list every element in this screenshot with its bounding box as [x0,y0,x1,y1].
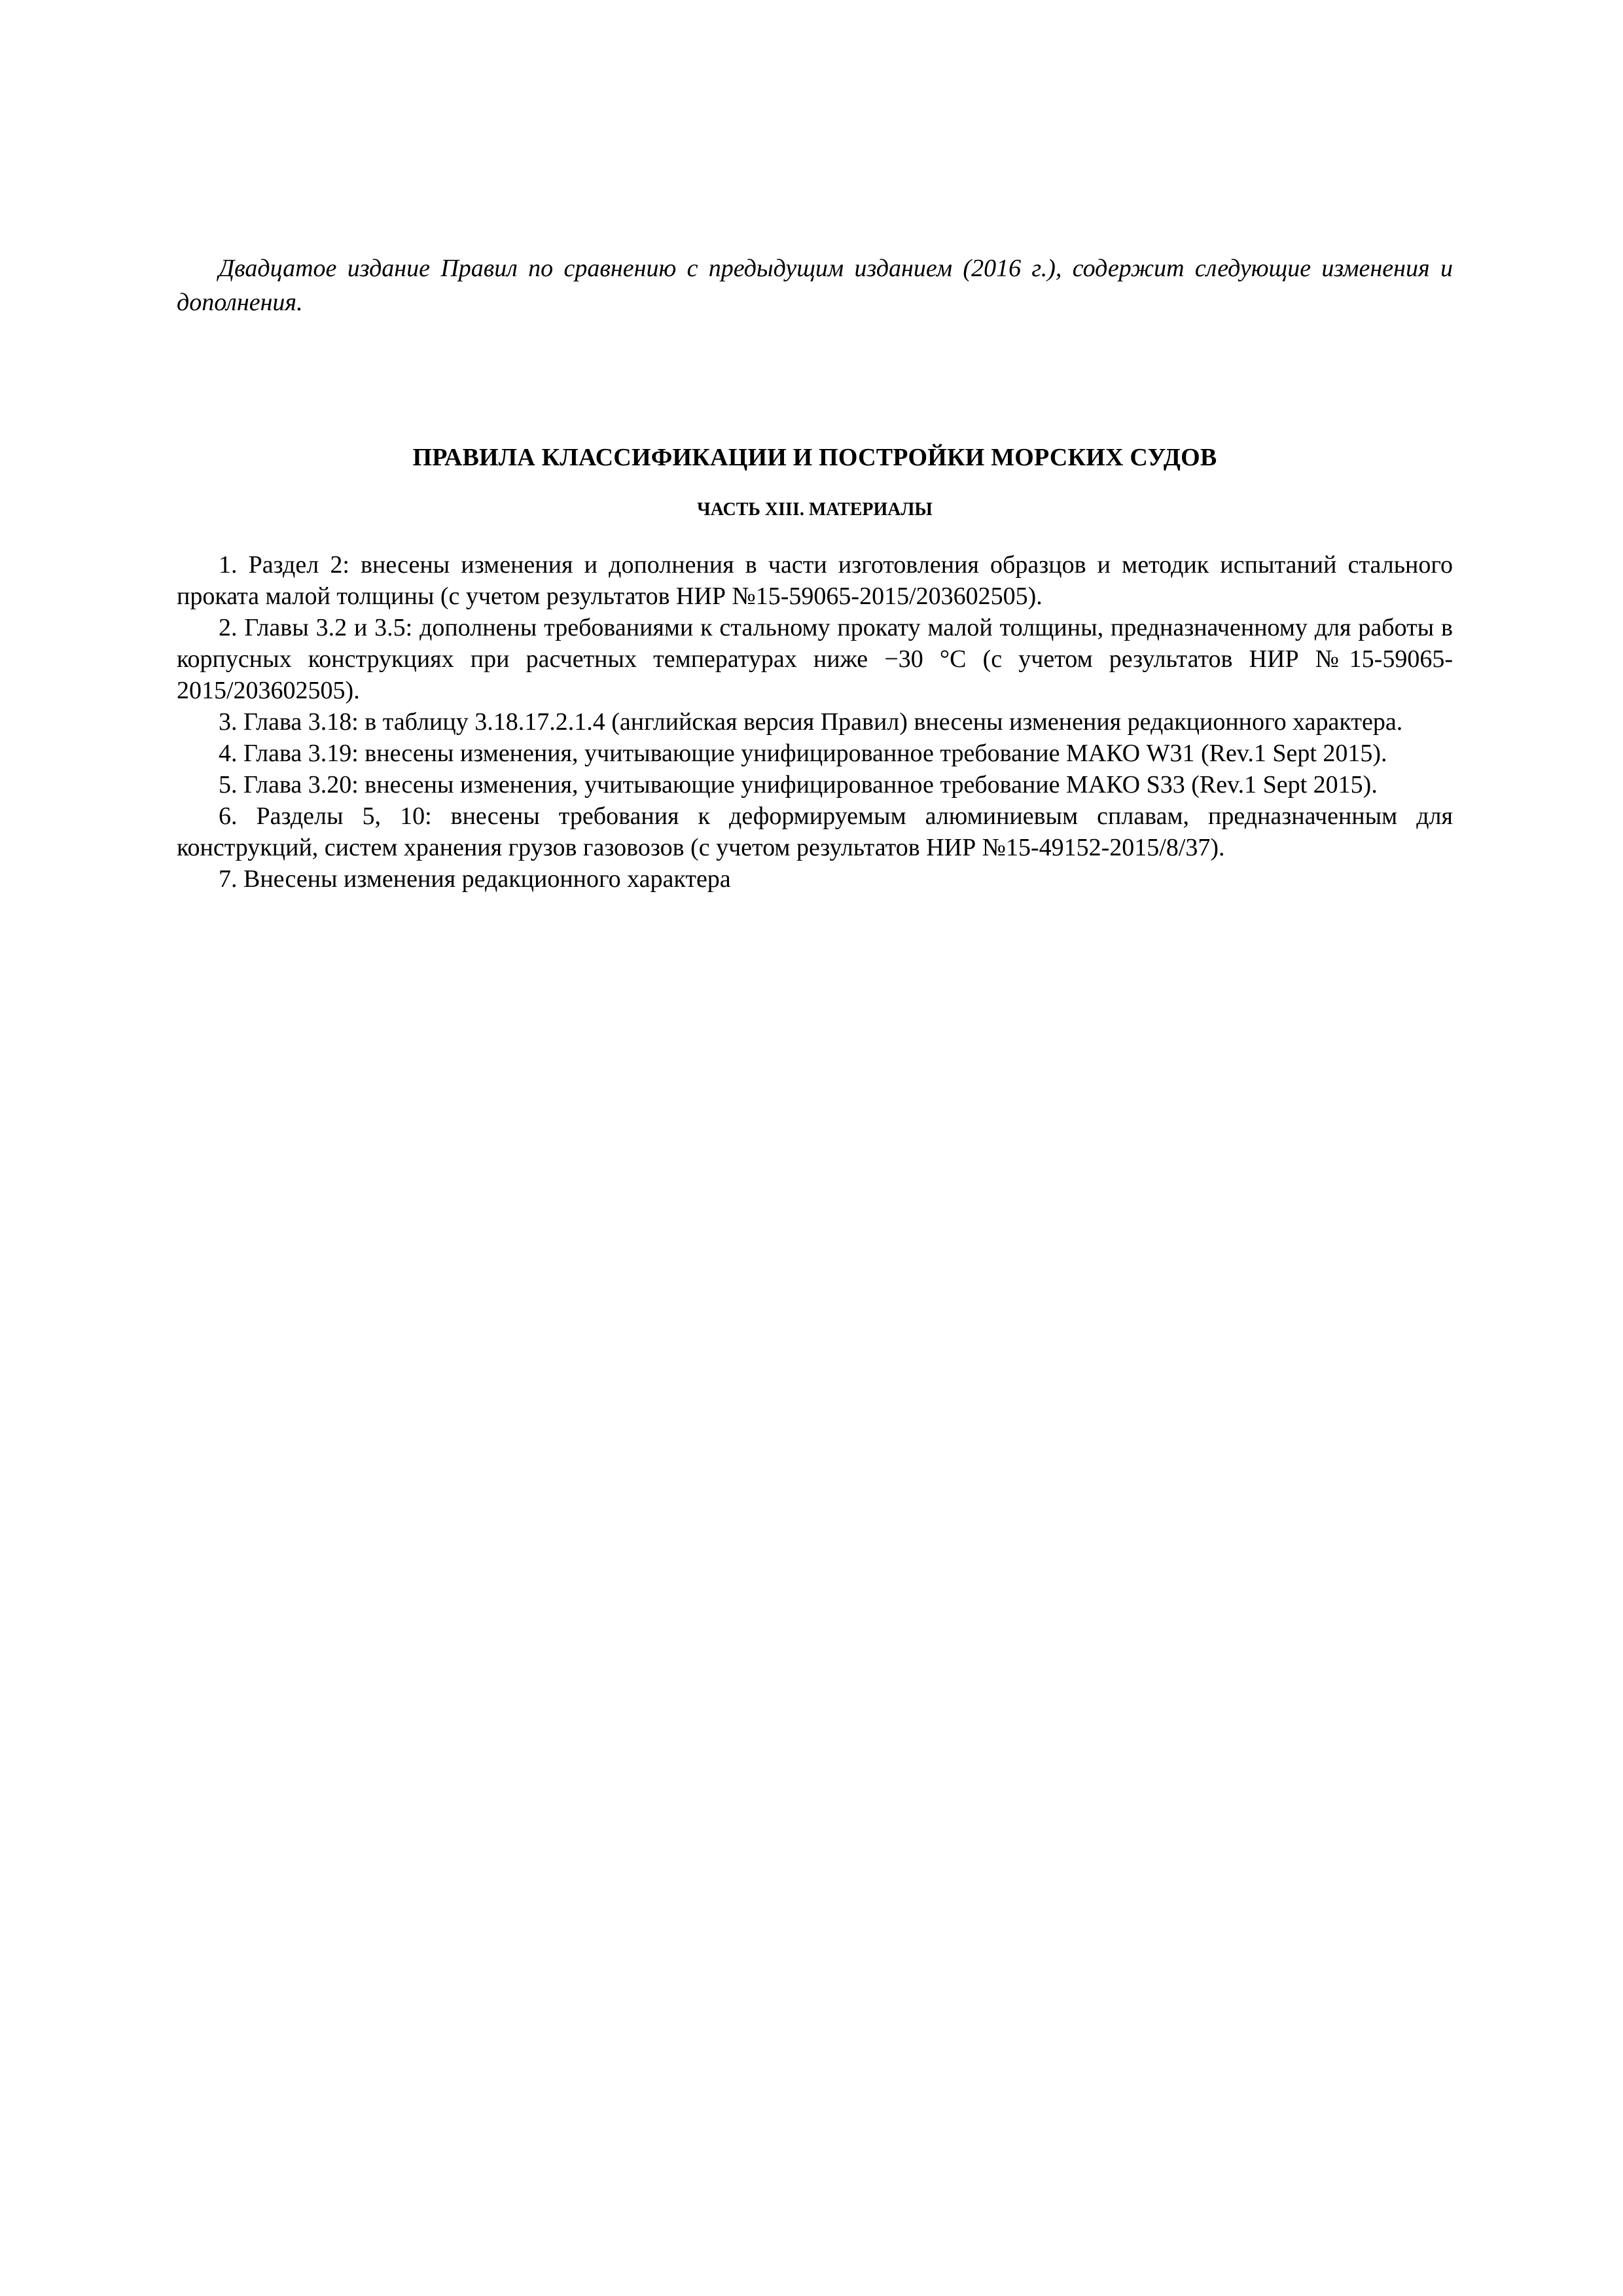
change-item-6 [177,800,1453,863]
change-item-2 [177,612,1453,706]
change-item-3 [177,706,1453,738]
change-item-4 [177,738,1453,769]
rules-title: ПРАВИЛА КЛАССИФИКАЦИИ И ПОСТРОЙКИ МОРСКИХ СУДОВ [412,444,1217,471]
change-item-1 [177,549,1453,612]
change-item-text: Глава 3.18: в таблицу 3.18.17.2.1.4 (английская версия Правил) внесены изменения редакционного характера. [243,708,1403,736]
change-item-text: Внесены изменения редакционного характера [243,865,731,893]
part-title: ЧАСТЬ XIII. МАТЕРИАЛЫ [697,499,933,520]
change-item-number: 7. [219,865,238,893]
change-item-text: Глава 3.20: внесены изменения, учитывающие унифицированное требование МАКО S33 (Rev.1 Sept 2015). [243,771,1378,798]
change-item-5 [177,769,1453,800]
change-item-number: 5. [219,771,238,798]
change-item-number: 1. [219,551,238,579]
change-item-number: 4. [219,740,238,767]
changes-list [177,549,1453,895]
change-item-text: Главы 3.2 и 3.5: дополнены требованиями к стальному прокату малой толщины, предназначенному для работы в корпусных конструкциях при расчетных температурах ниже −30 °С (с учетом результатов НИР №15-59065-2015/203602505). [177,614,1454,704]
change-item-text: Разделы 5, 10: внесены требования к деформируемым алюминиевым сплавам, предназначенным для конструкций, систем хранения грузов газовозов (с учетом результатов НИР №15-49152-2015/8/37). [177,802,1453,861]
change-item-number: 6. [219,802,238,830]
page-content [177,251,1453,895]
change-item-number: 2. [219,614,238,641]
change-item-number: 3. [219,708,238,736]
change-item-7 [177,863,1453,895]
intro-paragraph: Двадцатое издание Правил по сравнению с предыдущим изданием (2016 г.), содержит следующие изменения и дополнения. [177,255,1453,316]
change-item-text: Раздел 2: внесены изменения и дополнения в части изготовления образцов и методик испытаний стального проката малой толщины (с учетом результатов НИР №15-59065-2015/203602505). [177,551,1453,610]
change-item-text: Глава 3.19: внесены изменения, учитывающие унифицированное требование МАКО W31 (Rev.1 Sept 2015). [243,740,1387,767]
